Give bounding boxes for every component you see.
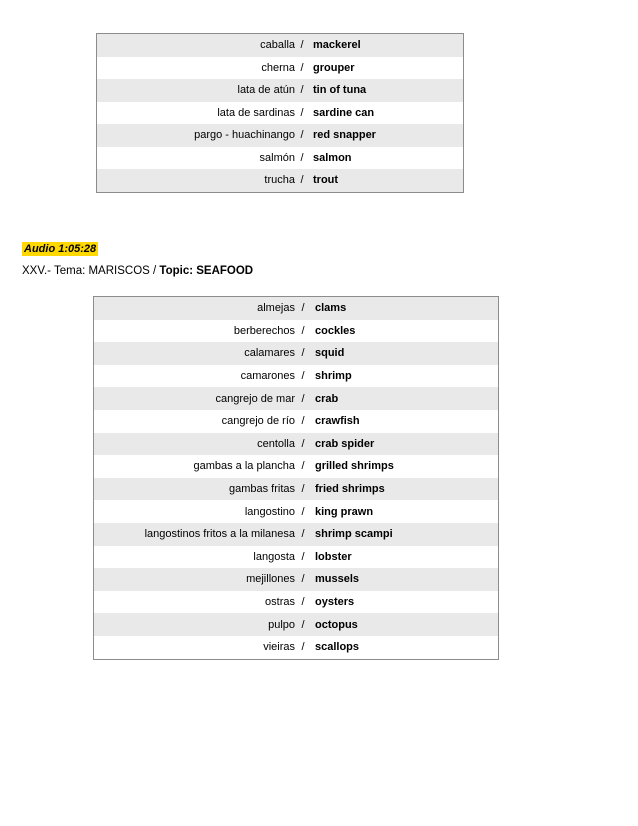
table-row bbox=[97, 147, 463, 170]
english-term: mackerel bbox=[313, 39, 361, 52]
english-term: shrimp scampi bbox=[315, 528, 393, 541]
spanish-term: pargo - huachinango bbox=[194, 129, 295, 142]
separator: / bbox=[301, 437, 305, 450]
table-row bbox=[94, 365, 498, 388]
spanish-term: gambas a la plancha bbox=[193, 460, 295, 473]
spanish-term: cangrejo de mar bbox=[215, 392, 295, 405]
english-term: shrimp bbox=[315, 370, 352, 383]
spanish-term: lata de sardinas bbox=[217, 106, 295, 119]
english-term: sardine can bbox=[313, 106, 375, 119]
english-term: crawfish bbox=[315, 415, 360, 428]
separator: / bbox=[301, 392, 305, 405]
table-row bbox=[94, 297, 498, 320]
english-term: red snapper bbox=[313, 129, 376, 142]
separator: / bbox=[300, 106, 304, 119]
separator: / bbox=[301, 528, 305, 541]
table-row bbox=[94, 523, 498, 546]
english-term: grouper bbox=[313, 61, 355, 74]
spanish-term: cangrejo de río bbox=[221, 415, 295, 428]
spanish-term: lata de atún bbox=[237, 84, 295, 97]
table-row bbox=[97, 102, 463, 125]
separator: / bbox=[300, 84, 304, 97]
table-row bbox=[94, 410, 498, 433]
separator: / bbox=[301, 596, 305, 609]
table-row bbox=[94, 455, 498, 478]
table-row bbox=[94, 613, 498, 636]
english-term: salmon bbox=[313, 151, 352, 164]
spanish-term: gambas fritas bbox=[228, 483, 295, 496]
separator: / bbox=[301, 370, 305, 383]
table-row bbox=[94, 568, 498, 591]
spanish-term: langostino bbox=[244, 505, 295, 518]
spanish-term: calamares bbox=[244, 347, 295, 360]
english-term: squid bbox=[315, 347, 345, 360]
table-row bbox=[97, 169, 463, 192]
table-row bbox=[94, 546, 498, 569]
english-term: crab spider bbox=[315, 437, 375, 450]
table-row bbox=[97, 79, 463, 102]
audio-timestamp-label: Audio 1:05:28 bbox=[24, 243, 97, 255]
table-row bbox=[94, 636, 498, 659]
english-term: cockles bbox=[315, 324, 356, 337]
spanish-term: langostinos fritos a la milanesa bbox=[144, 528, 295, 541]
english-term: fried shrimps bbox=[315, 483, 385, 496]
table-row bbox=[94, 433, 498, 456]
spanish-term: centolla bbox=[257, 437, 295, 450]
spanish-term: almejas bbox=[257, 302, 295, 315]
spanish-term: salmón bbox=[259, 151, 295, 164]
topic-english: Topic: SEAFOOD bbox=[159, 265, 254, 277]
separator: / bbox=[300, 174, 304, 187]
table-row bbox=[97, 57, 463, 80]
fish-vocabulary-table bbox=[96, 33, 464, 193]
table-row bbox=[97, 34, 463, 57]
seafood-vocabulary-table bbox=[93, 296, 499, 660]
spanish-term: caballa bbox=[260, 39, 295, 52]
separator: / bbox=[301, 483, 305, 496]
english-term: king prawn bbox=[315, 505, 374, 518]
english-term: oysters bbox=[315, 596, 355, 609]
separator: / bbox=[301, 302, 305, 315]
separator: / bbox=[301, 550, 305, 563]
table-row bbox=[94, 478, 498, 501]
spanish-term: ostras bbox=[265, 596, 295, 609]
separator: / bbox=[301, 347, 305, 360]
table-row bbox=[94, 320, 498, 343]
separator: / bbox=[301, 618, 305, 631]
separator: / bbox=[300, 129, 304, 142]
spanish-term: cherna bbox=[261, 61, 295, 74]
english-term: crab bbox=[315, 392, 339, 405]
separator: / bbox=[301, 505, 305, 518]
table-row bbox=[97, 124, 463, 147]
table-row bbox=[94, 387, 498, 410]
spanish-term: langosta bbox=[253, 550, 295, 563]
separator: / bbox=[301, 641, 305, 654]
separator: / bbox=[301, 573, 305, 586]
english-term: mussels bbox=[315, 573, 360, 586]
separator: / bbox=[301, 460, 305, 473]
english-term: lobster bbox=[315, 550, 352, 563]
table-row bbox=[94, 500, 498, 523]
separator: / bbox=[300, 151, 304, 164]
spanish-term: berberechos bbox=[233, 324, 295, 337]
english-term: grilled shrimps bbox=[315, 460, 394, 473]
table-row bbox=[94, 591, 498, 614]
topic-prefix: XXV.- Tema: MARISCOS / bbox=[22, 265, 160, 277]
spanish-term: pulpo bbox=[268, 618, 295, 631]
separator: / bbox=[300, 61, 304, 74]
table-row bbox=[94, 342, 498, 365]
separator: / bbox=[301, 415, 305, 428]
english-term: trout bbox=[313, 174, 339, 187]
spanish-term: vieiras bbox=[263, 641, 295, 654]
separator: / bbox=[301, 324, 305, 337]
spanish-term: trucha bbox=[264, 174, 295, 187]
english-term: tin of tuna bbox=[313, 84, 367, 97]
english-term: octopus bbox=[315, 618, 358, 631]
topic-heading bbox=[22, 264, 253, 278]
english-term: clams bbox=[315, 302, 347, 315]
english-term: scallops bbox=[315, 641, 360, 654]
spanish-term: mejillones bbox=[246, 573, 295, 586]
separator: / bbox=[300, 39, 304, 52]
spanish-term: camarones bbox=[240, 370, 295, 383]
